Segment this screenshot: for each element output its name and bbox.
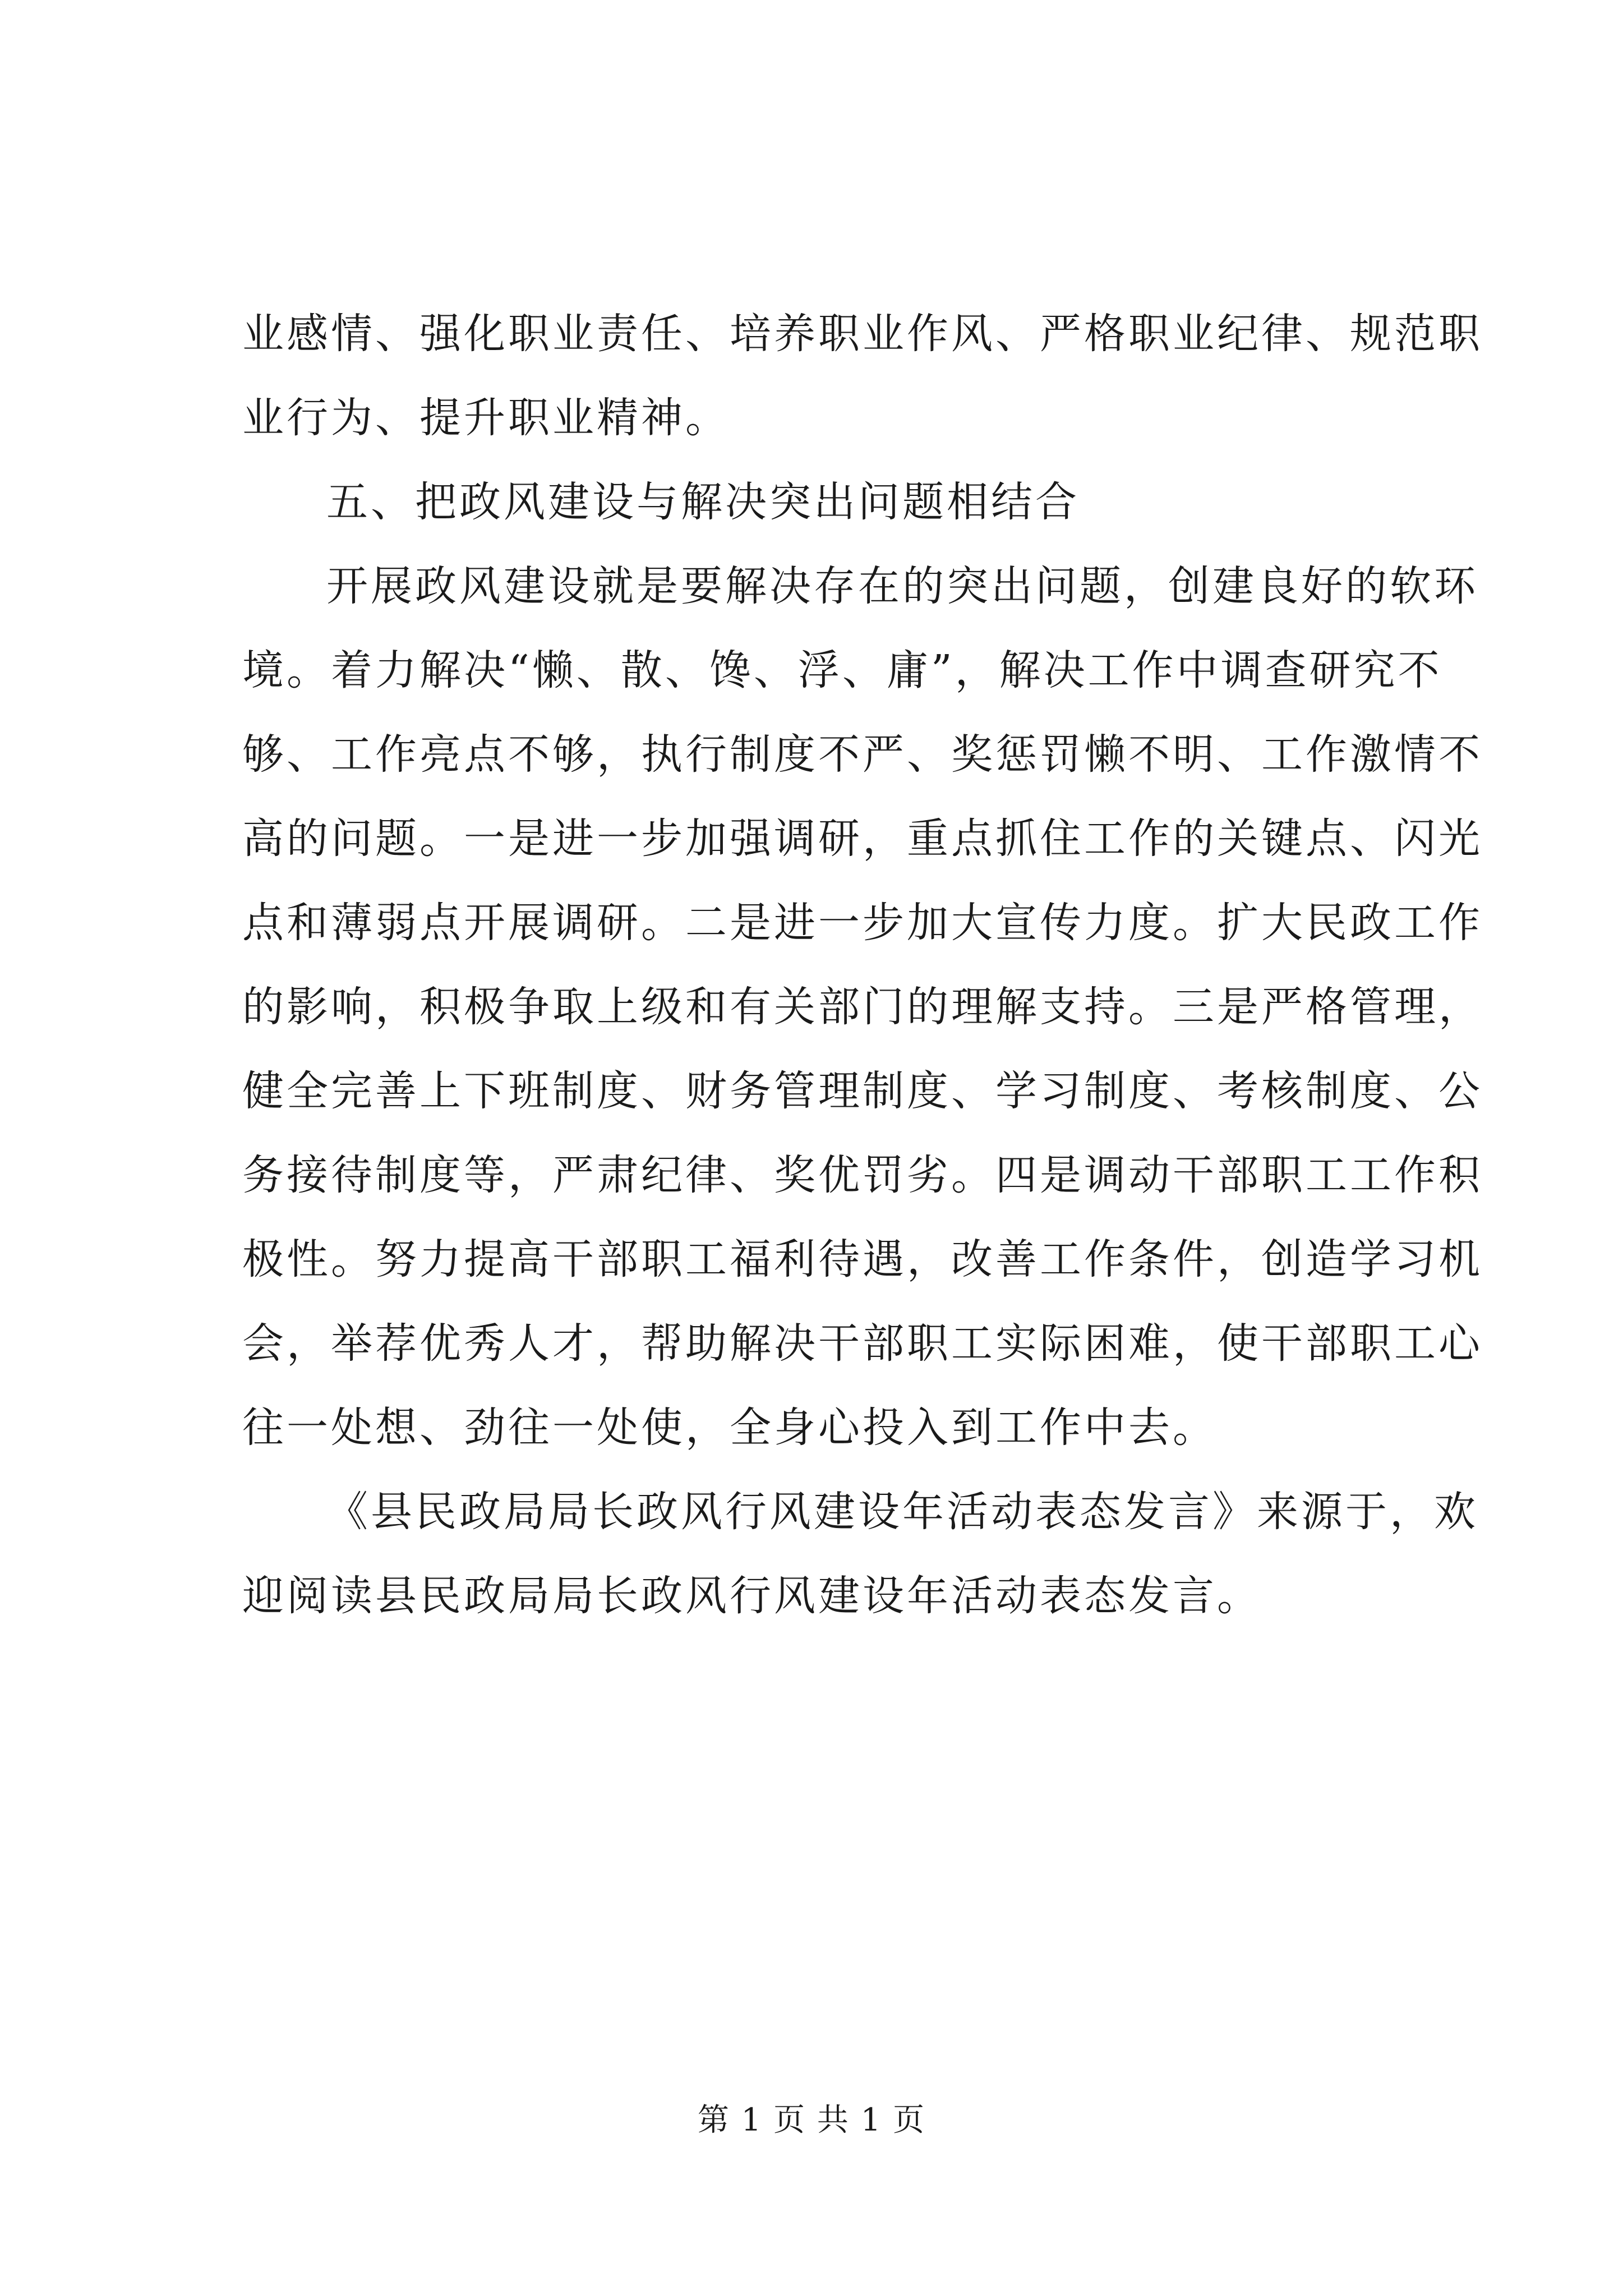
text-line: 会，举荐优秀人才，帮助解决干部职工实际困难，使干部职工心 <box>242 1319 1483 1368</box>
text-line: 点和薄弱点开展调研。二是进一步加大宣传力度。扩大民政工作 <box>242 899 1483 947</box>
text-line: 极性。努力提高干部职工福利待遇，改善工作条件，创造学习机 <box>242 1235 1483 1283</box>
text-line: 往一处想、劲往一处使，全身心投入到工作中去。 <box>242 1404 1217 1452</box>
text-line: 够、工作亮点不够，执行制度不严、奖惩罚懒不明、工作激情不 <box>242 730 1483 779</box>
text-line: 健全完善上下班制度、财务管理制度、学习制度、考核制度、公 <box>242 1067 1483 1115</box>
text-line: 高的问题。一是进一步加强调研，重点抓住工作的关键点、闪光 <box>242 815 1483 863</box>
text-line: 业感情、强化职业责任、培养职业作风、严格职业纪律、规范职 <box>242 310 1483 358</box>
text-line: 《县民政局局长政风行风建设年活动表态发言》来源于，欢 <box>326 1488 1478 1536</box>
text-line: 的影响，积极争取上级和有关部门的理解支持。三是严格管理， <box>242 983 1483 1031</box>
text-line: 务接待制度等，严肃纪律、奖优罚劣。四是调动干部职工工作积 <box>242 1151 1483 1199</box>
page-footer: 第 1 页 共 1 页 <box>697 2102 926 2138</box>
section-heading: 五、把政风建设与解决突出问题相结合 <box>326 478 1080 526</box>
text-line: 迎阅读县民政局局长政风行风建设年活动表态发言。 <box>242 1572 1261 1620</box>
document-body <box>242 292 1483 1638</box>
text-line: 境。着力解决“懒、散、馋、浮、庸”，解决工作中调查研究不 <box>242 646 1442 694</box>
text-line: 业行为、提升职业精神。 <box>242 394 730 442</box>
text-line: 开展政风建设就是要解决存在的突出问题，创建良好的软环 <box>326 562 1478 610</box>
